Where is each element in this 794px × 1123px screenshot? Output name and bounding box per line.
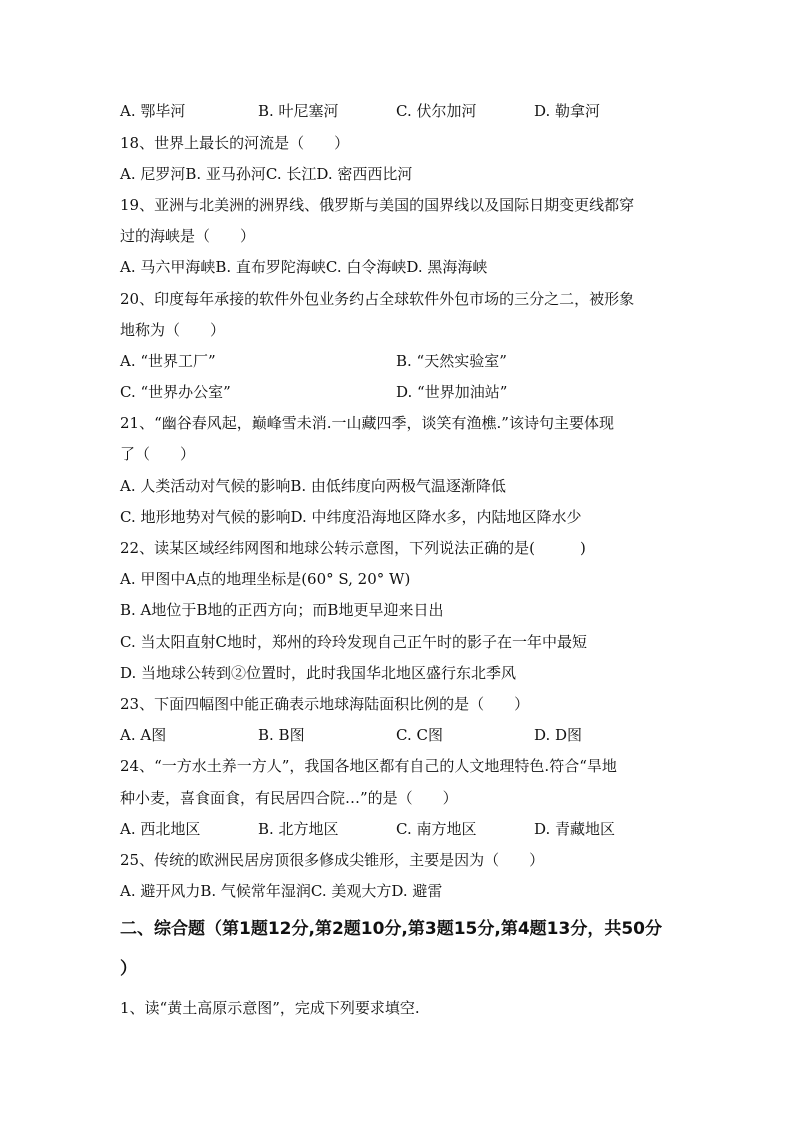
q21-options-line2: C. 地形地势对气候的影响D. 中纬度沿海地区降水多，内陆地区降水少 bbox=[120, 508, 582, 526]
q25-stem: 25、传统的欧洲民居房顶很多修成尖锥形，主要是因为（ ） bbox=[120, 851, 545, 869]
q24-option-a: A. 西北地区 bbox=[120, 820, 201, 838]
q19-stem-line2: 过的海峡是（ ） bbox=[120, 227, 256, 245]
q20-option-b: B. “天然实验室” bbox=[396, 352, 507, 370]
q20-stem-line1: 20、印度每年承接的软件外包业务约占全球软件外包市场的三分之二，被形象 bbox=[120, 290, 635, 308]
q20-option-a: A. “世界工厂” bbox=[120, 352, 216, 370]
q22-option-b: B. A地位于B地的正西方向；而B地更早迎来日出 bbox=[120, 601, 444, 619]
q20-option-c: C. “世界办公室” bbox=[120, 383, 231, 401]
q17-option-c: C. 伏尔加河 bbox=[396, 102, 477, 120]
q20-options-row1 bbox=[120, 351, 680, 371]
q24-stem-line1: 24、“一方水土养一方人”，我国各地区都有自己的人文地理特色.符合“旱地 bbox=[120, 757, 617, 775]
q23-options bbox=[120, 725, 680, 745]
q23-option-c: C. C图 bbox=[396, 726, 443, 744]
q22-option-d: D. 当地球公转到②位置时，此时我国华北地区盛行东北季风 bbox=[120, 664, 517, 682]
q17-options bbox=[120, 101, 680, 121]
s2q1-stem: 1、读“黄土高原示意图”，完成下列要求填空. bbox=[120, 999, 420, 1017]
q17-option-d: D. 勒拿河 bbox=[534, 102, 601, 120]
q18-options: A. 尼罗河B. 亚马孙河C. 长江D. 密西西比河 bbox=[120, 165, 413, 183]
q23-option-a: A. A图 bbox=[120, 726, 167, 744]
q20-option-d: D. “世界加油站” bbox=[396, 383, 508, 401]
q17-option-b: B. 叶尼塞河 bbox=[258, 102, 339, 120]
q21-stem-line2: 了（ ） bbox=[120, 445, 196, 463]
q23-option-d: D. D图 bbox=[534, 726, 583, 744]
q24-stem-line2: 种小麦，喜食面食，有民居四合院…”的是（ ） bbox=[120, 789, 458, 807]
q24-option-c: C. 南方地区 bbox=[396, 820, 477, 838]
q24-options bbox=[120, 819, 680, 839]
q24-option-b: B. 北方地区 bbox=[258, 820, 339, 838]
q19-options: A. 马六甲海峡B. 直布罗陀海峡C. 白令海峡D. 黑海海峡 bbox=[120, 258, 488, 276]
q21-stem-line1: 21、“幽谷春风起，巅峰雪未消.一山藏四季，谈笑有渔樵.”该诗句主要体现 bbox=[120, 414, 614, 432]
q18-stem: 18、世界上最长的河流是（ ） bbox=[120, 134, 350, 152]
q22-option-a: A. 甲图中A点的地理坐标是(60° S, 20° W) bbox=[120, 570, 411, 588]
section2-title-line1: 二、综合题（第1题12分,第2题10分,第3题15分,第4题13分，共50分 bbox=[120, 919, 662, 939]
q20-options-row2 bbox=[120, 382, 680, 402]
q25-options: A. 避开风力B. 气候常年湿润C. 美观大方D. 避雷 bbox=[120, 882, 443, 900]
q20-stem-line2: 地称为（ ） bbox=[120, 321, 226, 339]
q24-option-d: D. 青藏地区 bbox=[534, 820, 616, 838]
q23-option-b: B. B图 bbox=[258, 726, 305, 744]
q21-options-line1: A. 人类活动对气候的影响B. 由低纬度向两极气温逐渐降低 bbox=[120, 477, 506, 495]
q22-option-c: C. 当太阳直射C地时，郑州的玲玲发现自己正午时的影子在一年中最短 bbox=[120, 633, 587, 651]
section2-title-line2: ） bbox=[120, 959, 137, 979]
q22-stem: 22、读某区域经纬网图和地球公转示意图，下列说法正确的是( ) bbox=[120, 539, 586, 557]
q19-stem-line1: 19、亚洲与北美洲的洲界线、俄罗斯与美国的国界线以及国际日期变更线都穿 bbox=[120, 196, 635, 214]
q23-stem: 23、下面四幅图中能正确表示地球海陆面积比例的是（ ） bbox=[120, 695, 530, 713]
q17-option-a: A. 鄂毕河 bbox=[120, 102, 186, 120]
